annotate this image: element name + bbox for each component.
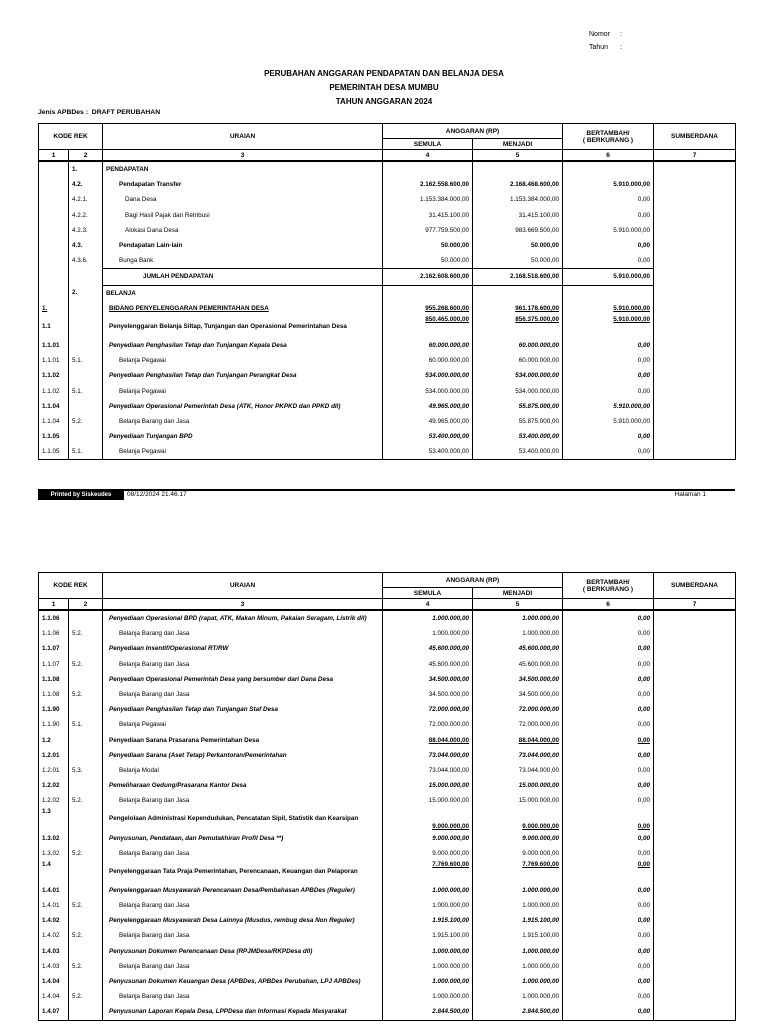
col-uraian: URAIAN bbox=[103, 573, 383, 599]
col-kode-rek: KODE REK bbox=[39, 573, 103, 599]
table-row: 1.1.07 Penyediaan Insentif/Operasional RT/RW 45.600.000,00 45.600.000,00 0,00 bbox=[39, 641, 736, 656]
table-row: 1.4 Penyelenggaraan Tata Praja Pemerintahan, Perencanaan, Keuangan dan Pelaporan 7.769.600,00 7.769.600,00 0,00 bbox=[39, 861, 736, 883]
nomor-colon: : bbox=[620, 31, 622, 38]
idx-4: 4 bbox=[383, 599, 473, 611]
table-row: 1.1.90 5.1. Belanja Pegawai 72.000.000,00 72.000.000,00 0,00 bbox=[39, 717, 736, 732]
print-timestamp: 08/12/2024 21.46.17 bbox=[127, 491, 187, 498]
table-row: 1.1.04 Penyediaan Operasional Pemerintah Desa (ATK, Honor PKPKD dan PPKD dll) 49.965.000,00 55.875.000,00 5.910.000,00 bbox=[39, 399, 736, 414]
col-semula: SEMULA bbox=[383, 139, 473, 150]
col-semula: SEMULA bbox=[383, 588, 473, 599]
table-row: 1.4.04 Penyusunan Dokumen Keuangan Desa (APBDes, APBDes Perubahan, LPJ APBDes) 1.000.000,00 1.000.000,00 0,00 bbox=[39, 974, 736, 989]
table-row: 1.1.02 Penyediaan Penghasilan Tetap dan Tunjangan Perangkat Desa 534.000.000,00 534.000.000,00 0,00 bbox=[39, 368, 736, 383]
table-row: 1.1.07 5.2. Belanja Barang dan Jasa 45.600.000,00 45.600.000,00 0,00 bbox=[39, 657, 736, 672]
table-row: 1.1 Penyelenggaran Belanja Siltap, Tunjangan dan Operasional Pemerintahan Desa 850.465.000,00 856.375.000,00 5.910.000,00 bbox=[39, 316, 736, 338]
table-row: 1.4.04 5.2. Belanja Barang dan Jasa 1.000.000,00 1.000.000,00 0,00 bbox=[39, 989, 736, 1004]
jenis-label: Jenis APBDes : bbox=[38, 109, 88, 116]
table-row: 1.1.06 Penyediaan Operasional BPD (rapat, ATK, Makan Minum, Pakaian Seragam, Listrik dll) 1.000.000,00 1.000.000,00 0,00 bbox=[39, 610, 736, 626]
table-row: 4.2. Pendapatan Transfer 2.162.558.600,00 2.168.468.600,00 5.910.000,00 bbox=[39, 177, 736, 192]
table-row: 1. BIDANG PENYELENGGARAN PEMERINTAHAN DESA 955.268.600,00 961.178.600,00 5.910.000,00 bbox=[39, 301, 736, 316]
table-row: 1.4.01 5.2. Belanja Barang dan Jasa 1.000.000,00 1.000.000,00 0,00 bbox=[39, 898, 736, 913]
table-row: 1.2 Penyediaan Sarana Prasarana Pemerintahan Desa 88.044.000,00 88.044.000,00 0,00 bbox=[39, 733, 736, 748]
idx-1: 1 bbox=[39, 150, 69, 162]
report-title: PERUBAHAN ANGGARAN PENDAPATAN DAN BELANJA DESA bbox=[264, 69, 504, 78]
idx-2: 2 bbox=[69, 599, 103, 611]
idx-3: 3 bbox=[103, 599, 383, 611]
table-row: 1.4.02 5.2. Belanja Barang dan Jasa 1.915.100,00 1.915.100,00 0,00 bbox=[39, 928, 736, 943]
col-uraian: URAIAN bbox=[103, 124, 383, 150]
fiscal-year: TAHUN ANGGARAN 2024 bbox=[335, 97, 433, 106]
table-row: 1.3 Pengelolaan Administrasi Kependudukan, Pencatatan Sipil, Statistik dan Kearsipan 9.000.000,00 9.000.000,00 0,00 bbox=[39, 808, 736, 830]
village-name: PEMERINTAH DESA MUMBU bbox=[329, 83, 439, 92]
tahun-label: Tahun bbox=[589, 44, 609, 51]
table-row: 4.3. Pendapatan Lain-lain 50.000,00 50.000,00 0,00 bbox=[39, 238, 736, 253]
table-row: 1.4.03 Penyusunan Dokumen Perencanaan Desa (RPJMDesa/RKPDesa dll) 1.000.000,00 1.000.000,00 0,00 bbox=[39, 944, 736, 959]
table-row: 1.1.08 5.2. Belanja Barang dan Jasa 34.500.000,00 34.500.000,00 0,00 bbox=[39, 687, 736, 702]
col-menjadi: MENJADI bbox=[473, 139, 563, 150]
col-anggaran: ANGGARAN (RP) bbox=[383, 124, 563, 139]
idx-5: 5 bbox=[473, 150, 563, 162]
table-row: 2. BELANJA bbox=[39, 285, 736, 301]
table-row: 4.2.3. Alokasi Dana Desa 977.759.500,00 983.669.500,00 5.910.000,00 bbox=[39, 223, 736, 238]
table-row: 1.4.01 Penyelenggaraan Musyawarah Perencanaan Desa/Pembahasan APBDes (Reguler) 1.000.000,00 1.000.000,00 0,00 bbox=[39, 883, 736, 898]
table-row: 1.1.05 5.1. Belanja Pegawai 53.400.000,00 53.400.000,00 0,00 bbox=[39, 444, 736, 460]
table-row: 1.1.08 Penyediaan Operasional Pemerintah Desa yang bersumber dari Dana Desa 34.500.000,00 34.500.000,00 0,00 bbox=[39, 672, 736, 687]
idx-6: 6 bbox=[563, 150, 654, 162]
printed-by-badge: Printed by Siskeudes bbox=[38, 491, 124, 500]
table-row: 4.3.6. Bunga Bank 50.000,00 50.000,00 0,00 bbox=[39, 253, 736, 269]
idx-4: 4 bbox=[383, 150, 473, 162]
table-row: 1.1.05 Penyediaan Tunjangan BPD 53.400.000,00 53.400.000,00 0,00 bbox=[39, 429, 736, 444]
table-row: 1. PENDAPATAN bbox=[39, 161, 736, 177]
jenis-apbdes bbox=[38, 109, 160, 116]
jenis-value: DRAFT PERUBAHAN bbox=[91, 109, 161, 116]
table-row: 1.4.03 5.2. Belanja Barang dan Jasa 1.000.000,00 1.000.000,00 0,00 bbox=[39, 959, 736, 974]
idx-7: 7 bbox=[654, 599, 736, 611]
table-row: 1.2.02 Pemeliharaan Gedung/Prasarana Kantor Desa 15.000.000,00 15.000.000,00 0,00 bbox=[39, 778, 736, 793]
budget-table-page-2 bbox=[38, 572, 736, 1021]
table-row: 1.2.02 5.2. Belanja Barang dan Jasa 15.000.000,00 15.000.000,00 0,00 bbox=[39, 793, 736, 808]
table-row: 1.3.02 Penyusunan, Pendataan, dan Pemutakhiran Profil Desa **) 9.000.000,00 9.000.000,00 0,00 bbox=[39, 830, 736, 845]
tahun-colon: : bbox=[620, 44, 622, 51]
table-row: 1.1.90 Penyediaan Penghasilan Tetap dan Tunjangan Staf Desa 72.000.000,00 72.000.000,00 0,00 bbox=[39, 702, 736, 717]
table-row: 4.2.2. Bagi Hasil Pajak dan Retribusi 31.415.100,00 31.415.100,00 0,00 bbox=[39, 208, 736, 223]
table-row: 1.4.02 Penyelenggaraan Musyawarah Desa Lainnya (Musdus, rembug desa Non Reguler) 1.915.100,00 1.915.100,00 0,00 bbox=[39, 913, 736, 928]
nomor-label: Nomor bbox=[589, 31, 611, 38]
budget-table-page-1 bbox=[38, 123, 736, 460]
report-page-2 bbox=[0, 542, 768, 1024]
table-row: 1.3.02 5.2. Belanja Barang dan Jasa 9.000.000,00 9.000.000,00 0,00 bbox=[39, 846, 736, 861]
page-number: Halaman 1 bbox=[674, 491, 706, 498]
table-row: 1.1.02 5.1. Belanja Pegawai 534.000.000,00 534.000.000,00 0,00 bbox=[39, 383, 736, 398]
col-bertambah: BERTAMBAH/ ( BERKURANG ) bbox=[563, 124, 654, 150]
col-sumberdana: SUMBERDANA bbox=[654, 124, 736, 150]
page-gap bbox=[0, 520, 768, 542]
idx-5: 5 bbox=[473, 599, 563, 611]
idx-3: 3 bbox=[103, 150, 383, 162]
idx-6: 6 bbox=[563, 599, 654, 611]
col-bertambah: BERTAMBAH/ ( BERKURANG ) bbox=[563, 573, 654, 599]
table-row: 1.2.01 Penyediaan Sarana (Aset Tetap) Perkantoran/Pemerintahan 73.044.000,00 73.044.000,00 0,00 bbox=[39, 748, 736, 763]
total-row: JUMLAH PENDAPATAN 2.162.608.600,00 2.168.518.600,00 5.910.000,00 bbox=[39, 269, 736, 285]
table-row: 4.2.1. Dana Desa 1.153.384.000,00 1.153.384.000,00 0,00 bbox=[39, 192, 736, 207]
idx-2: 2 bbox=[69, 150, 103, 162]
table-row: 1.1.01 5.1. Belanja Pegawai 60.000.000,00 60.000.000,00 0,00 bbox=[39, 353, 736, 368]
table-row: 1.4.07 Penyusunan Laporan Kepala Desa, LPPDesa dan Informasi Kepada Masyarakat 2.844.500,00 2.844.500,00 0,00 bbox=[39, 1004, 736, 1020]
table-row: 1.1.01 Penyediaan Penghasilan Tetap dan Tunjangan Kepala Desa 60.000.000,00 60.000.000,00 0,00 bbox=[39, 338, 736, 353]
table-row: 1.2.01 5.3. Belanja Modal 73.044.000,00 73.044.000,00 0,00 bbox=[39, 763, 736, 778]
col-kode-rek: KODE REK bbox=[39, 124, 103, 150]
col-sumberdana: SUMBERDANA bbox=[654, 573, 736, 599]
table-row: 1.1.04 5.2. Belanja Barang dan Jasa 49.965.000,00 55.875.000,00 5.910.000,00 bbox=[39, 414, 736, 429]
idx-1: 1 bbox=[39, 599, 69, 611]
col-menjadi: MENJADI bbox=[473, 588, 563, 599]
table-row: 1.1.06 5.2. Belanja Barang dan Jasa 1.000.000,00 1.000.000,00 0,00 bbox=[39, 626, 736, 641]
col-anggaran: ANGGARAN (RP) bbox=[383, 573, 563, 588]
idx-7: 7 bbox=[654, 150, 736, 162]
